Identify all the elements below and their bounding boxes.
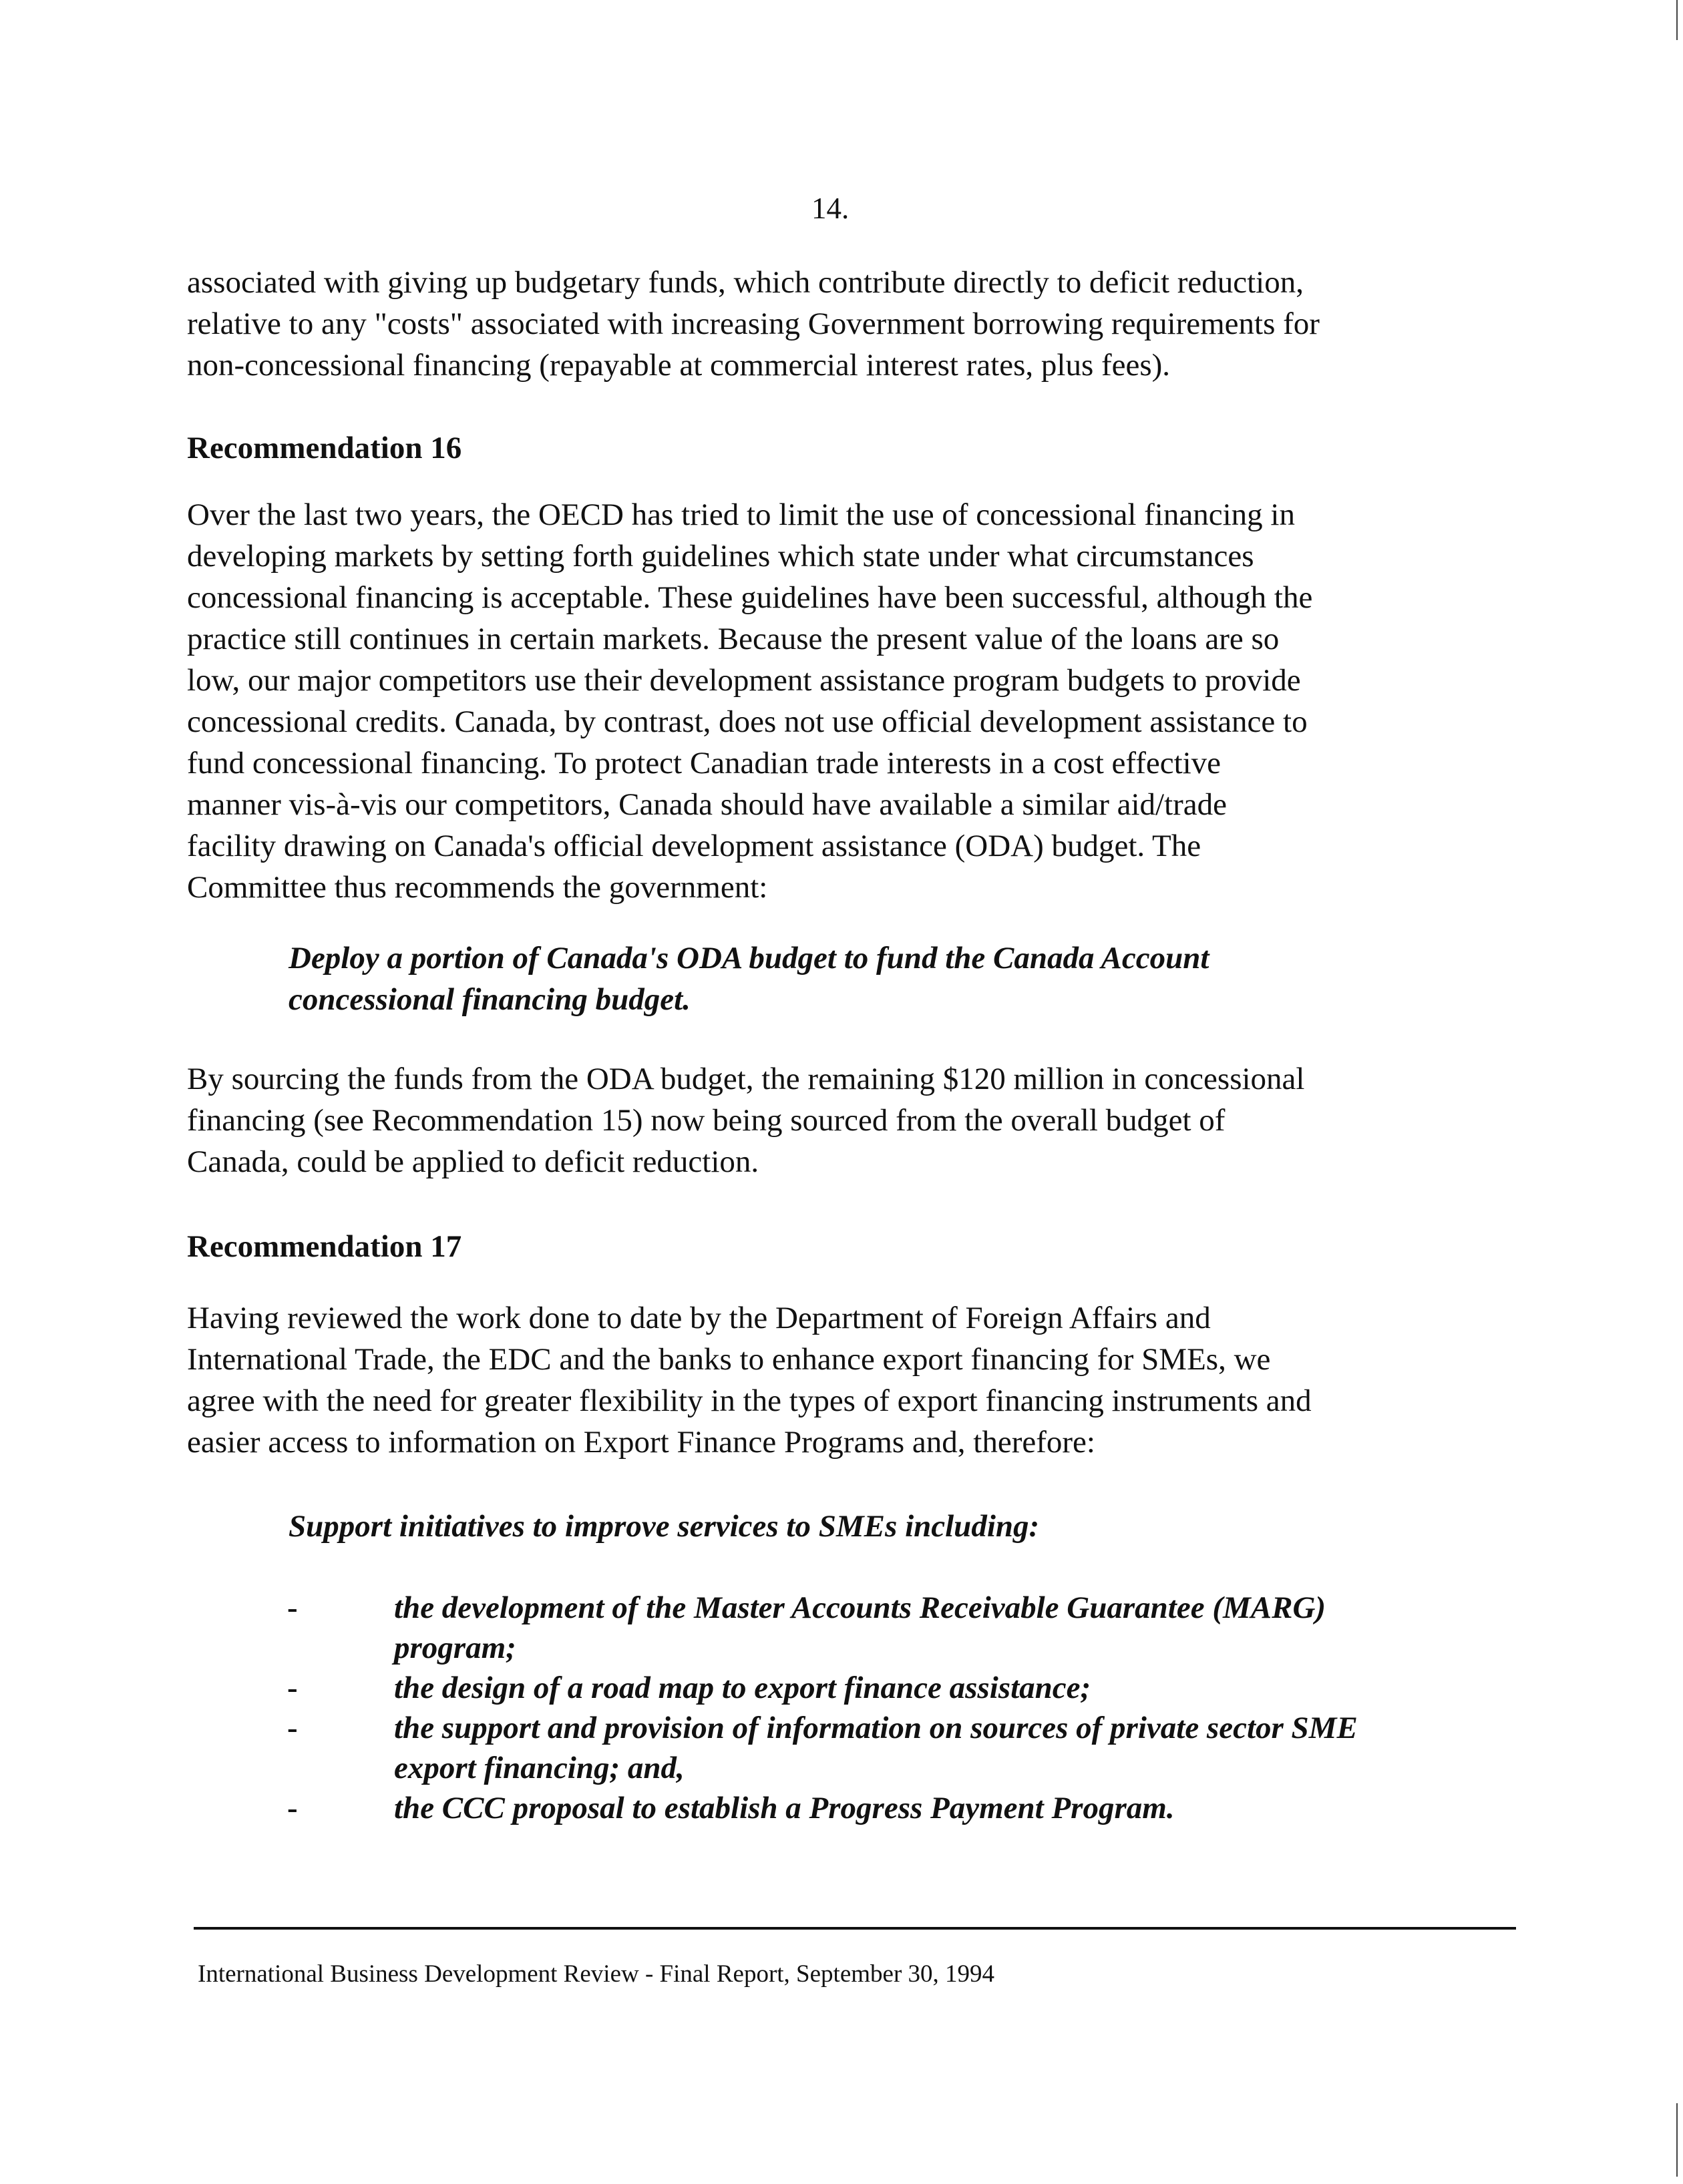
intro-paragraph [187,262,1503,386]
paragraph-line: concessional credits. Canada, by contrast, does not use official development assistance to [187,704,1308,739]
scan-edge-mark [1676,0,1678,40]
paragraph-line: Canada, could be applied to deficit reduction. [187,1144,759,1179]
paragraph-line: practice still continues in certain markets. Because the present value of the loans are so [187,622,1280,656]
recommendation-17-body [187,1297,1503,1463]
list-item-line: the support and provision of information on sources of private sector SME [394,1711,1358,1745]
recommendation-17-bullets [287,1588,1523,1828]
paragraph-line: agree with the need for greater flexibility in the types of export financing instruments and [187,1383,1312,1418]
paragraph-line: fund concessional financing. To protect Canadian trade interests in a cost effective [187,746,1222,781]
recommendation-16-heading: Recommendation 16 [187,431,462,465]
list-item-line: export financing; and, [394,1751,685,1785]
list-item [287,1588,1523,1668]
paragraph-line: Having reviewed the work done to date by the Department of Foreign Affairs and [187,1301,1211,1335]
bullet-marker: - [287,1791,298,1825]
bullet-marker: - [287,1671,298,1705]
statement-line: concessional financing budget. [289,982,691,1017]
bullet-marker: - [287,1711,298,1745]
statement-line: Deploy a portion of Canada's ODA budget to fund the Canada Account [289,941,1209,975]
list-item-line: program; [394,1630,516,1665]
bullet-marker: - [287,1590,298,1625]
paragraph-line: concessional financing is acceptable. These guidelines have been successful, although the [187,580,1313,615]
recommendation-16-statement [289,937,1491,1020]
list-item [287,1788,1523,1828]
footer-divider [194,1927,1516,1930]
page-number: 14. [811,192,850,225]
list-item-line: the design of a road map to export finance assistance; [394,1671,1091,1705]
paragraph-line: associated with giving up budgetary funds, which contribute directly to deficit reduction, [187,265,1304,300]
list-item-line: the CCC proposal to establish a Progress Payment Program. [394,1791,1175,1825]
list-item-line: the development of the Master Accounts Receivable Guarantee (MARG) [394,1590,1326,1625]
paragraph-line: financing (see Recommendation 15) now being sourced from the overall budget of [187,1103,1226,1138]
scan-edge-mark [1676,2103,1678,2177]
statement-line: Support initiatives to improve services to SMEs including: [289,1509,1040,1544]
paragraph-line: low, our major competitors use their development assistance program budgets to provide [187,663,1301,698]
paragraph-line: By sourcing the funds from the ODA budget, the remaining $120 million in concessional [187,1062,1305,1096]
paragraph-line: facility drawing on Canada's official development assistance (ODA) budget. The [187,829,1201,863]
footer-text: International Business Development Review - Final Report, September 30, 1994 [198,1960,995,1988]
paragraph-line: Over the last two years, the OECD has tried to limit the use of concessional financing in [187,497,1295,532]
recommendation-16-body [187,494,1503,908]
paragraph-line: manner vis-à-vis our competitors, Canada should have available a similar aid/trade [187,787,1228,822]
recommendation-17-statement [289,1506,1491,1547]
paragraph-line: easier access to information on Export Finance Programs and, therefore: [187,1425,1095,1460]
paragraph-line: International Trade, the EDC and the banks to enhance export financing for SMEs, we [187,1342,1271,1377]
paragraph-line: non-concessional financing (repayable at commercial interest rates, plus fees). [187,348,1171,383]
recommendation-16-followup [187,1058,1503,1182]
paragraph-line: Committee thus recommends the government: [187,870,768,905]
list-item [287,1668,1523,1708]
recommendation-17-heading: Recommendation 17 [187,1229,462,1264]
paragraph-line: developing markets by setting forth guidelines which state under what circumstances [187,539,1254,574]
paragraph-line: relative to any "costs" associated with increasing Government borrowing requirements for [187,306,1320,341]
list-item [287,1708,1523,1788]
